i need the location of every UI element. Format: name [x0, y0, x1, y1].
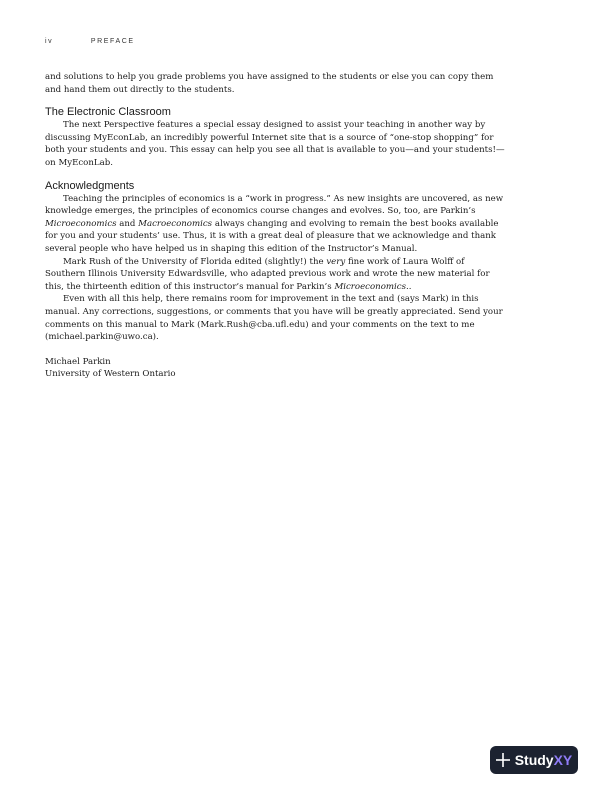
page-body	[45, 71, 507, 381]
studyxy-badge[interactable]	[490, 746, 578, 774]
section-title: PREFACE	[90, 38, 135, 45]
ack-p2-text-a: Mark Rush of the University of Florida edited (slightly!) the	[63, 256, 327, 267]
acknowledgments-heading: Acknowledgments	[45, 179, 135, 192]
signature-name: Michael Parkin	[45, 356, 111, 367]
ack-p1-book-micro: Microeconomics	[45, 218, 117, 229]
ack-p2-text-c: fine work of Laura Wolff of Southern Illinois University Edwardsville, who adapted previous work and wrote the new material for this, the thirteenth edition of this instructor’s manual for Parkin’s	[45, 256, 490, 292]
ack-p1-text-a: Teaching the principles of economics is a “work in progress.” As new insights are uncovered, as new knowledge emerges, the principles of economics course changes and evolves. So, too, are Parkin’s	[45, 193, 504, 217]
signature-block	[45, 356, 507, 381]
ack-p1-text-e: always changing and evolving to remain the best books available for you and your students’ use. Thus, it is with a great deal of pleasure that we acknowledge and thank several people who have helped us in shaping this edition of the Instructor’s Manual.	[45, 218, 499, 254]
acknowledgments-paragraph-1	[45, 193, 507, 256]
ack-p2-emphasis-very: very	[326, 256, 346, 267]
electronic-classroom-heading: The Electronic Classroom	[45, 106, 171, 119]
intro-paragraph: and solutions to help you grade problems you have assigned to the students or else you can copy them and hand them out directly to the students.	[45, 72, 494, 95]
signature-affiliation: University of Western Ontario	[45, 369, 176, 380]
acknowledgments-paragraph-3: Even with all this help, there remains room for improvement in the text and (says Mark) in this manual. Any corrections, suggestions, or comments that you have will be greatly appreciated. Send your comments on this manual to Mark (Mark.Rush@cba.ufl.edu) and your comments on the text to me (michael.parkin@uwo.ca).	[45, 294, 503, 343]
studyxy-logo-text	[515, 753, 573, 767]
page-number: iv	[45, 38, 54, 45]
ack-p1-book-macro: Macroeconomics	[138, 218, 213, 229]
acknowledgments-paragraph-2	[45, 256, 507, 294]
brand-accent: XY	[553, 752, 573, 768]
plus-icon	[496, 753, 510, 767]
ack-p2-book-micro: Microeconomics	[334, 281, 406, 292]
ack-p1-text-c: and	[116, 218, 139, 229]
brand-main: Study	[514, 752, 554, 768]
running-head	[45, 38, 135, 45]
ack-p2-text-e: ..	[405, 281, 412, 292]
electronic-classroom-paragraph: The next Perspective features a special essay designed to assist your teaching in another way by discussing MyEconLab, an incredibly powerful Internet site that is a source of “one-stop shopping” for both your students and you. This essay can help you see all that is available to you—and your students!—on MyEconLab.	[45, 120, 505, 168]
